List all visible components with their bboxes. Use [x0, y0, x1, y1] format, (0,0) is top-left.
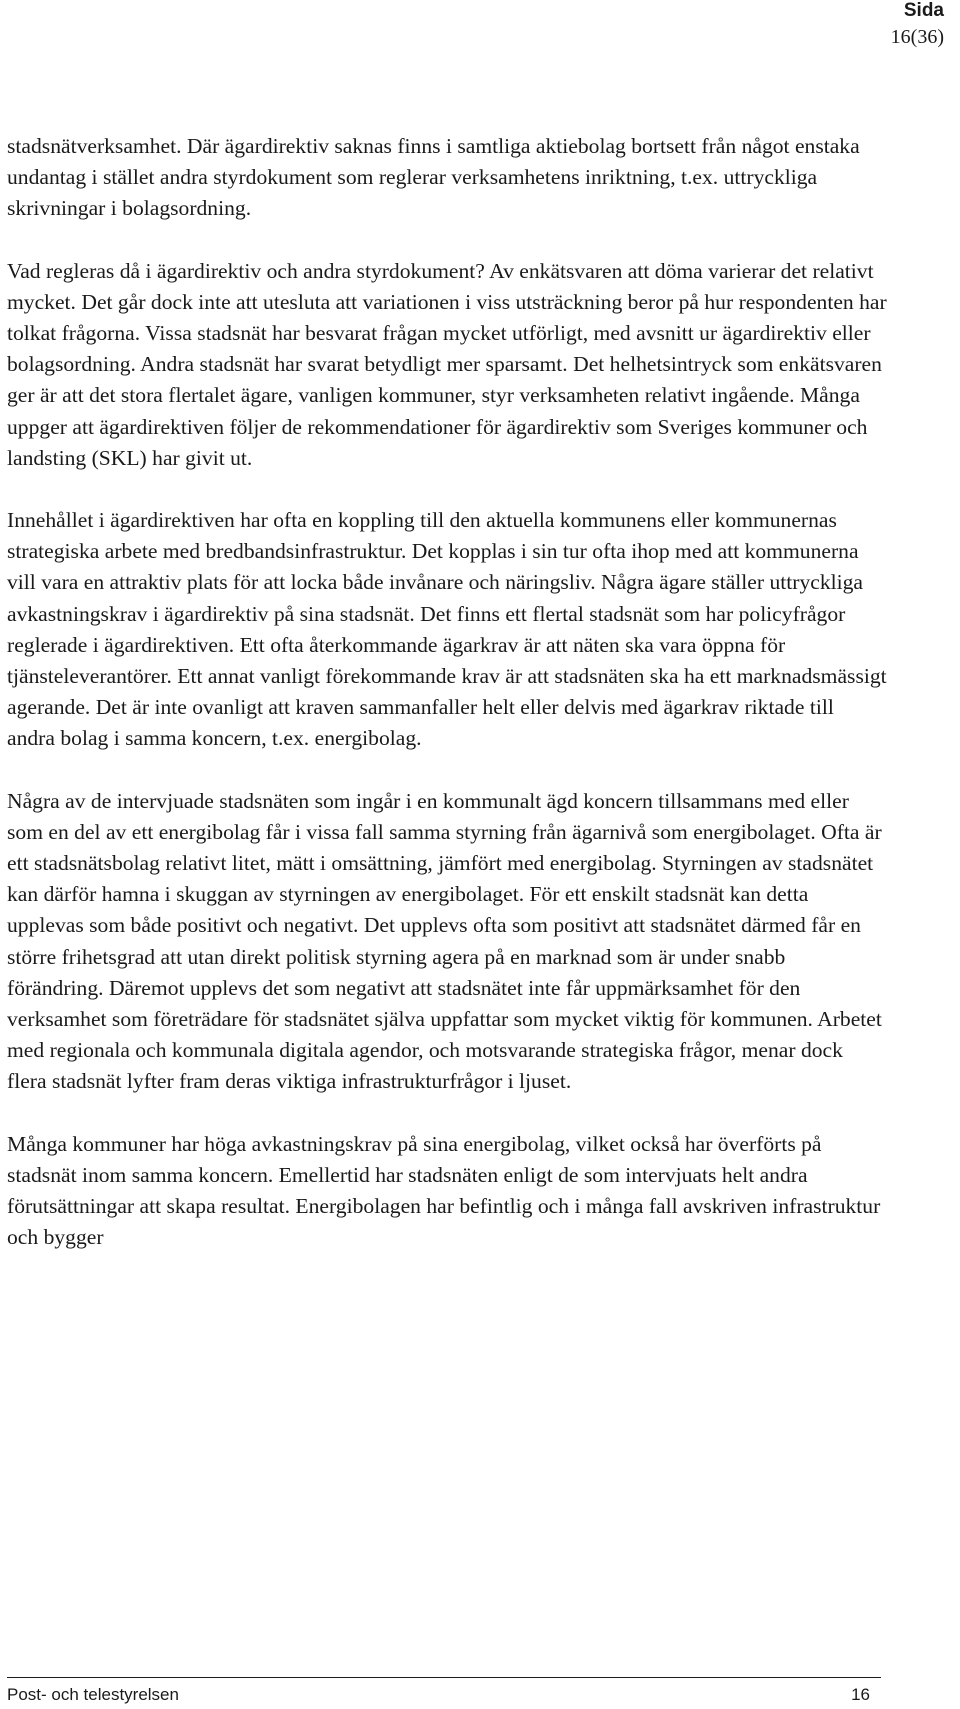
page-count: 16(36): [890, 26, 944, 48]
footer-divider: [7, 1677, 881, 1678]
document-body: [7, 131, 887, 1254]
paragraph-3: Innehållet i ägardirektiven har ofta en koppling till den aktuella kommunens eller kommunernas strategiska arbete med bredbandsinfrastruktur. Det kopplas i sin tur ofta ihop med att kommunerna vill vara en attraktiv plats för att locka både invånare och näringsliv. Några ägare ställer uttryckliga avkastningskrav i ägardirektiv på sina stadsnät. Det finns ett flertal stadsnät som har policyfrågor reglerade i ägardirektiven. Ett ofta återkommande ägarkrav är att näten ska vara öppna för tjänsteleverantörer. Ett annat vanligt förekommande krav är att stadsnäten ska ha ett marknadsmässigt agerande. Det är inte ovanligt att kraven sammanfaller helt eller delvis med ägarkrav riktade till andra bolag i samma koncern, t.ex. energibolag.: [7, 508, 887, 751]
footer-page-number: 16: [851, 1685, 870, 1704]
page-label: Sida: [903, 0, 944, 21]
paragraph-5: Många kommuner har höga avkastningskrav på sina energibolag, vilket också har överförts på stadsnät inom samma koncern. Emellertid har stadsnäten enligt de som intervjuats helt andra förutsättningar att skapa resultat. Energibolagen har befintlig och i många fall avskriven infrastruktur och bygger: [7, 1131, 881, 1250]
paragraph-2: Vad regleras då i ägardirektiv och andra styrdokument? Av enkätsvaren att döma varierar det relativt mycket. Det går dock inte att utesluta att variationen i viss utsträckning beror på hur respondenten har tolkat frågorna. Vissa stadsnät har besvarat frågan mycket utförligt, med avsnitt ur ägardirektiv eller bolagsordning. Andra stadsnät har svarat betydligt mer sparsamt. Det helhetsintryck som enkätsvaren ger är att det stora flertalet ägare, vanligen kommuner, styr verksamheten relativt ingående. Många uppger att ägardirektiven följer de rekommendationer för ägardirektiv som Sveriges kommuner och landsting (SKL) har givit ut.: [7, 258, 887, 470]
paragraph-1: stadsnätverksamhet. Där ägardirektiv saknas finns i samtliga aktiebolag bortsett från något enstaka undantag i stället andra styrdokument som reglerar verksamhetens inriktning, t.ex. uttryckliga skrivningar i bolagsordning.: [7, 134, 860, 221]
paragraph-4: Några av de intervjuade stadsnäten som ingår i en kommunalt ägd koncern tillsammans med eller som en del av ett energibolag får i vissa fall samma styrning från ägarnivå som energibolaget. Ofta är ett stadsnätsbolag relativt litet, mätt i omsättning, jämfört med energibolag. Styrningen av stadsnätet kan därför hamna i skuggan av styrningen av energibolaget. För ett enskilt stadsnät kan detta upplevas som både positivt och negativt. Det upplevs ofta som positivt att stadsnätet därmed får en större frihetsgrad att utan direkt politisk styrning agera på en marknad som är under snabb förändring. Däremot upplevs det som negativt att stadsnätet inte får uppmärksamhet för den verksamhet som företrädare för stadsnätet själva uppfattar som mycket viktig för kommunen. Arbetet med regionala och kommunala digitala agendor, och motsvarande strategiska frågor, menar dock flera stadsnät lyfter fram deras viktiga infrastrukturfrågor i ljuset.: [7, 788, 882, 1094]
footer-organization: Post- och telestyrelsen: [7, 1685, 179, 1704]
